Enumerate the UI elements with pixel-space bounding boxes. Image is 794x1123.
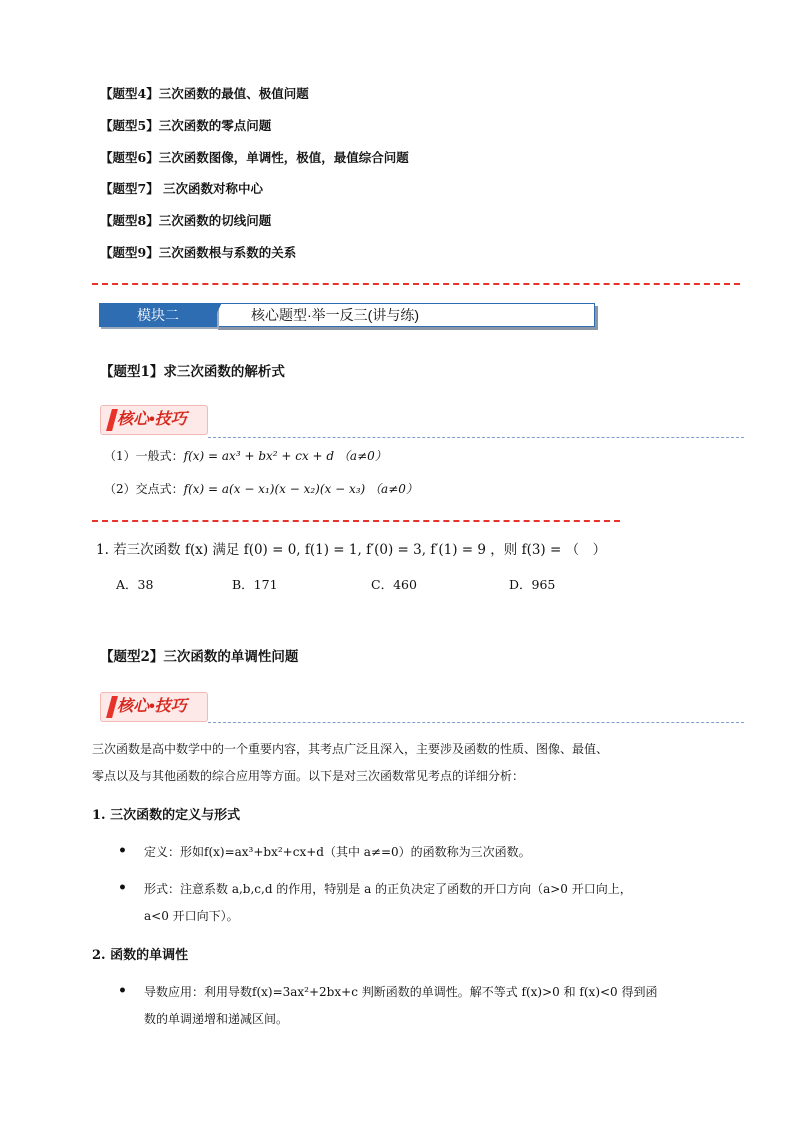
bullet-icon: • [118,983,127,999]
subheading-definition: 1. 三次函数的定义与形式 [92,808,241,823]
bullet-derivative-line-1: 导数应用：利用导数f(x)=3ax²+2bx+c 判断函数的单调性。解不等式 f(x)>0 和 f(x)<0 得到函 [144,985,658,999]
toc-item-5[interactable]: 【题型5】三次函数的零点问题 [100,118,272,133]
toc-item-7[interactable]: 【题型7】 三次函数对称中心 [100,181,264,196]
question-1[interactable] [96,538,606,558]
toc-item-4[interactable]: 【题型4】三次函数的最值、极值问题 [100,86,309,101]
subheading-monotonicity: 2. 函数的单调性 [92,948,189,963]
core-tip-tag-2 [100,692,208,722]
formula-general [104,447,387,464]
toc-item-6[interactable]: 【题型6】三次函数图像，单调性，极值，最值综合问题 [100,150,409,165]
section-heading-2: 【题型2】三次函数的单调性问题 [100,649,299,665]
divider-line [92,283,740,285]
formula-intersection [104,480,418,497]
formula-general-label: （1）一般式： [104,449,184,463]
formula-intersection-expression: f(x) = a(x − x₁)(x − x₂)(x − x₃) （a≠0） [183,482,418,496]
intro-line-2: 零点以及与其他函数的综合应用等方面。以下是对三次函数常见考点的详细分析： [92,769,525,783]
divider-line-2 [92,520,620,522]
section-heading-1: 【题型1】求三次函数的解析式 [100,364,285,380]
option-d[interactable]: D．965 [509,577,556,592]
bullet-icon: • [118,880,127,896]
bullet-form-line-1: 形式：注意系数 a,b,c,d 的作用，特别是 a 的正负决定了函数的开口方向（a>0 开口向上， [144,882,632,896]
question-text: 若三次函数 f(x) 满足 f(0) = 0, f(1) = 1, f′(0) = 3, f′(1) = 9 ，则 f(3) = （ ） [113,542,607,558]
toc-item-8[interactable]: 【题型8】三次函数的切线问题 [100,213,272,228]
formula-general-expression: f(x) = ax³ + bx² + cx + d （a≠0） [183,449,387,463]
core-tip-label-2: 核心•技巧 [117,698,187,715]
bullet-definition: 定义：形如f(x)=ax³+bx²+cx+d（其中 a≠=0）的函数称为三次函数。 [144,845,531,859]
toc-item-9[interactable]: 【题型9】三次函数根与系数的关系 [100,245,297,260]
module-title: 核心题型·举一反三(讲与练) [215,303,595,327]
bullet-form-line-2: a<0 开口向下）。 [144,909,239,923]
core-tip-label: 核心•技巧 [117,411,187,428]
core-tip-tag [100,405,208,435]
tag-underline-2 [208,722,744,723]
option-c[interactable]: C．460 [371,577,417,592]
option-a[interactable]: A．38 [116,577,154,592]
intro-line-1: 三次函数是高中数学中的一个重要内容，其考点广泛且深入，主要涉及函数的性质、图像、最值、 [92,742,609,756]
module-label: 模块二 [99,303,217,327]
banner-slash-decoration [208,303,224,327]
question-number: 1. [96,542,109,558]
formula-intersection-label: （2）交点式： [104,482,184,496]
tag-underline [208,437,744,438]
option-b[interactable]: B．171 [232,577,278,592]
bullet-icon: • [118,843,127,859]
bullet-derivative-line-2: 数的单调递增和递减区间。 [144,1012,289,1026]
